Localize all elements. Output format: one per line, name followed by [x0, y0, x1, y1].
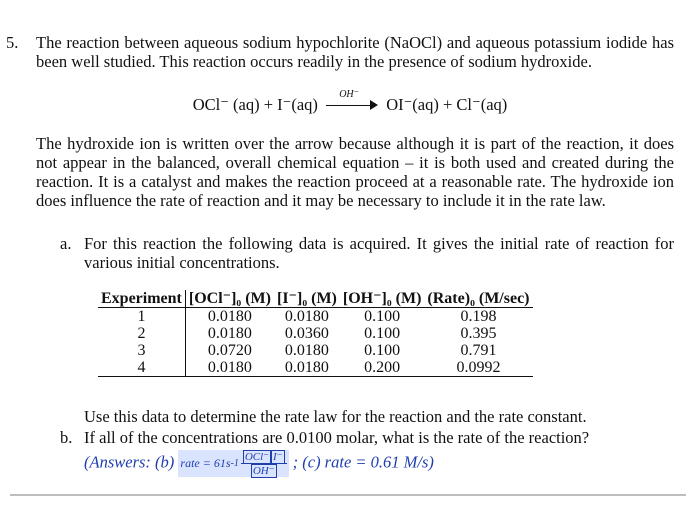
- cell-experiment: 2: [98, 325, 185, 342]
- cell-iodide: 0.0360: [284, 325, 329, 342]
- fraction-denominator: [249, 464, 279, 477]
- cell-iodide: 0.0180: [274, 359, 340, 377]
- table-row: [98, 325, 533, 342]
- reaction-arrow-icon: [326, 89, 378, 112]
- cell-ocl: 0.0180: [207, 325, 252, 342]
- answers-line: [84, 450, 434, 477]
- table-row: [98, 342, 533, 359]
- question-intro: The reaction between aqueous sodium hypochlorite (NaOCl) and aqueous potassium iodide has been well studied. This reaction occurs readily in the presence of sodium hydroxide.: [36, 33, 674, 71]
- answers-suffix: ; (c) rate = 0.61 M/s): [292, 452, 434, 472]
- table-row: [98, 359, 533, 377]
- part-a-label: a.: [60, 234, 72, 253]
- rate-fraction: [241, 450, 287, 477]
- equation-reactants: OCl⁻ (aq) + I⁻(aq): [192, 95, 318, 114]
- cell-ocl: 0.0180: [207, 308, 252, 325]
- cell-rate: 0.198: [460, 308, 497, 325]
- table-row: [98, 308, 533, 326]
- cell-experiment: 4: [98, 359, 185, 377]
- cell-ocl: 0.0720: [207, 342, 252, 359]
- answers-prefix: (Answers: (b): [84, 452, 175, 472]
- rate-law-highlight: [178, 450, 288, 477]
- part-b-label: b.: [60, 428, 73, 447]
- numerator-ocl: OCl⁻: [244, 451, 270, 463]
- explanation-paragraph: The hydroxide ion is written over the arrow because although it is part of the reaction, it does not appear in the balanced, overall chemical equation – it is both used and created during the reaction. It is a catalyst and makes the reaction proceed at a reasonable rate. The hydroxide ion does influence the rate of reaction and it may be necessary to include it in the rate law.: [36, 134, 674, 210]
- equation-products: OI⁻(aq) + Cl⁻(aq): [386, 95, 508, 114]
- part-a-text: For this reaction the following data is acquired. It gives the initial rate of reaction for various initial concentrations.: [84, 234, 674, 272]
- numerator-iodide: I⁻: [273, 451, 283, 463]
- fraction-numerator: [241, 450, 287, 464]
- equation-catalyst: OH⁻: [339, 89, 359, 100]
- reaction-equation: [0, 89, 700, 115]
- col-header-iodide: [I⁻]₀ (M): [274, 290, 340, 308]
- part-b-text: If all of the concentrations are 0.0100 molar, what is the rate of the reaction?: [84, 428, 590, 447]
- rate-law-expression: rate = 61s -1 $\frac{\text{OCl⁻ I⁻}}{OH^-}$: [180, 450, 286, 477]
- cell-rate: 0.395: [460, 325, 497, 342]
- cell-hydroxide: 0.100: [364, 325, 401, 342]
- cell-iodide: 0.0180: [284, 308, 329, 325]
- col-header-rate: (Rate)₀ (M/sec): [424, 290, 532, 308]
- rate-data-table: [98, 290, 533, 377]
- col-header-ocl: [OCl⁻]₀ (M): [185, 290, 274, 308]
- cell-experiment: 3: [98, 342, 185, 359]
- part-a-instruction: Use this data to determine the rate law for the reaction and the rate constant.: [84, 407, 587, 426]
- table-header-row: [98, 290, 533, 308]
- denominator-hydroxide: OH⁻: [252, 465, 275, 477]
- bottom-divider: [10, 494, 686, 496]
- cell-hydroxide: 0.100: [364, 342, 401, 359]
- cell-iodide: 0.0180: [284, 342, 329, 359]
- cell-ocl: 0.0180: [185, 359, 274, 377]
- col-header-experiment: Experiment: [98, 290, 185, 308]
- question-number: 5.: [6, 33, 19, 52]
- cell-hydroxide: 0.200: [340, 359, 425, 377]
- rate-lhs: rate = 61s: [180, 456, 231, 470]
- col-header-hydroxide: [OH⁻]₀ (M): [340, 290, 425, 308]
- cell-experiment: 1: [98, 308, 185, 326]
- cell-rate: 0.0992: [424, 359, 532, 377]
- cell-rate: 0.791: [460, 342, 497, 359]
- cell-hydroxide: 0.100: [364, 308, 401, 325]
